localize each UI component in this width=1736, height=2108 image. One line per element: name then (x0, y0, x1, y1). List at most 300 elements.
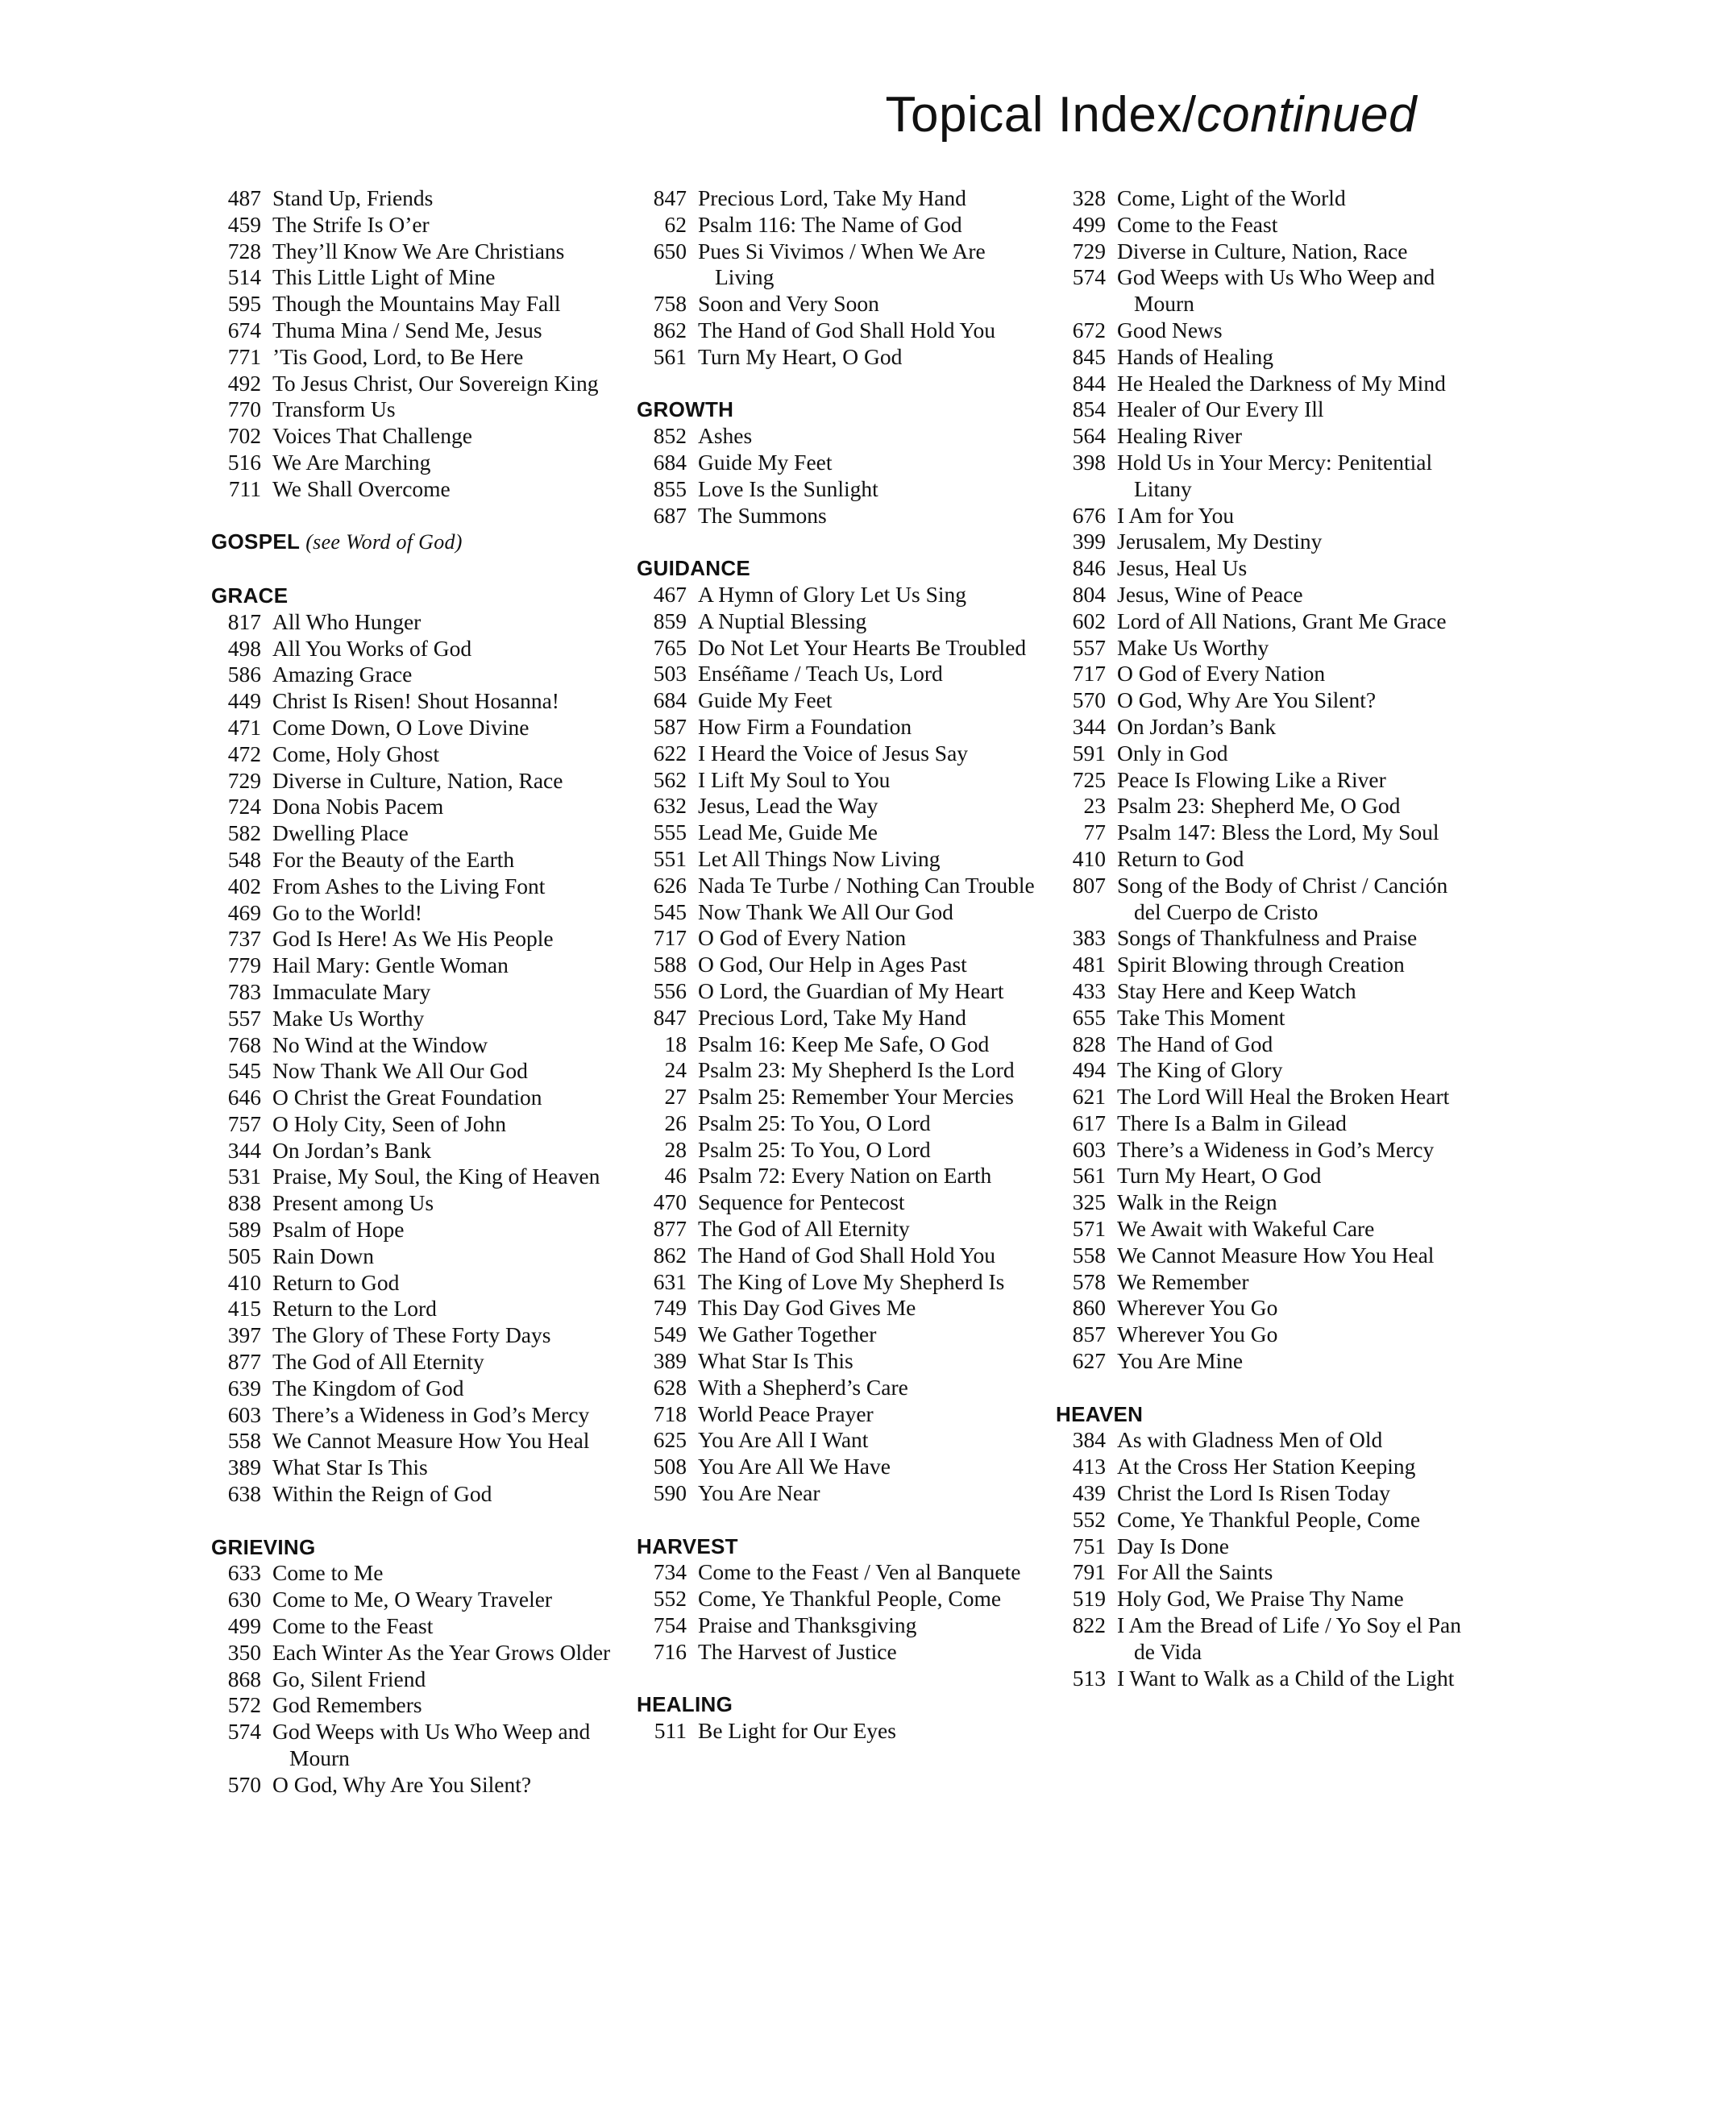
hymn-number: 625 (653, 1427, 687, 1453)
hymn-title: O Christ the Great Foundation (272, 1085, 542, 1110)
index-entry (1056, 371, 1475, 397)
hymn-number: 415 (227, 1296, 261, 1322)
hymn-title: Good News (1117, 317, 1223, 342)
index-entry (211, 396, 614, 423)
hymn-title: The Glory of These Forty Days (272, 1322, 551, 1348)
index-entry (637, 1322, 1040, 1348)
hymn-number: 622 (653, 740, 687, 766)
hymn-number: 828 (1072, 1031, 1106, 1056)
hymn-number: 513 (1072, 1665, 1106, 1691)
index-entry (637, 952, 1040, 978)
index-entry (637, 1005, 1040, 1031)
hymn-number: 545 (653, 898, 687, 924)
index-entry (1056, 212, 1475, 239)
hymn-number: 838 (227, 1190, 261, 1216)
index-entry (211, 873, 614, 900)
hymn-title: Psalm 23: My Shepherd Is the Lord (698, 1057, 1015, 1083)
hymn-number: 561 (1072, 1163, 1106, 1189)
page-title (885, 87, 1417, 143)
hymn-title: O God of Every Nation (1117, 661, 1326, 687)
index-entry (637, 239, 1040, 292)
section-heading-label: GOSPEL (211, 529, 300, 554)
index-entry (211, 264, 614, 291)
hymn-number: 28 (664, 1136, 687, 1162)
index-entry (211, 768, 614, 795)
hymn-title: Come to the Feast (272, 1613, 434, 1639)
index-entry (211, 1640, 614, 1666)
hymn-title: Psalm 116: The Name of God (698, 211, 962, 237)
section-heading (637, 396, 1040, 423)
index-entry (1056, 317, 1475, 344)
hymn-number: 399 (1072, 529, 1106, 554)
index-entry (211, 212, 614, 239)
hymn-title: Lead Me, Guide Me (698, 820, 878, 845)
hymn-title: Precious Lord, Take My Hand (698, 185, 966, 210)
hymn-number: 845 (1072, 343, 1106, 369)
hymn-title: Voices That Challenge (272, 423, 472, 449)
index-entry (1056, 687, 1475, 714)
hymn-title: Enséñame / Teach Us, Lord (698, 661, 943, 687)
hymn-number: 574 (1072, 264, 1106, 290)
hymn-number: 855 (653, 475, 687, 501)
page-title-main: Topical Index/ (885, 87, 1197, 143)
index-entry (1056, 608, 1475, 635)
index-entry (637, 1216, 1040, 1243)
hymn-number: 591 (1072, 740, 1106, 766)
hymn-title: This Little Light of Mine (272, 264, 496, 290)
hymn-number: 397 (227, 1322, 261, 1348)
hymn-number: 344 (227, 1137, 261, 1163)
hymn-title: Return to God (272, 1269, 400, 1295)
hymn-title: Let All Things Now Living (698, 845, 941, 871)
hymn-title: Day Is Done (1117, 1533, 1229, 1558)
index-entry (1056, 239, 1475, 265)
hymn-title: Nada Te Turbe / Nothing Can Trouble (698, 872, 1035, 898)
hymn-number: 26 (664, 1110, 687, 1135)
hymn-title: The Hand of God (1117, 1031, 1273, 1056)
hymn-title: You Are All I Want (698, 1427, 869, 1453)
hymn-title: Guide My Feet (698, 449, 833, 475)
index-entry (211, 1692, 614, 1719)
index-entry (211, 239, 614, 265)
hymn-title: Stand Up, Friends (272, 185, 434, 210)
hymn-title: Stay Here and Keep Watch (1117, 977, 1356, 1003)
index-entry (637, 1269, 1040, 1296)
index-entry (637, 1401, 1040, 1428)
hymn-number: 413 (1072, 1454, 1106, 1479)
hymn-title: O God, Our Help in Ages Past (698, 952, 967, 977)
hymn-title: There’s a Wideness in God’s Mercy (272, 1401, 590, 1427)
hymn-title: Come, Ye Thankful People, Come (1117, 1506, 1421, 1532)
hymn-title: You Are Near (698, 1480, 820, 1506)
index-entry (211, 1243, 614, 1270)
hymn-title: God Weeps with Us Who Weep and Mourn (272, 1719, 591, 1771)
hymn-number: 389 (653, 1348, 687, 1374)
hymn-number: 449 (227, 688, 261, 714)
index-entry (637, 1480, 1040, 1507)
hymn-number: 557 (227, 1005, 261, 1031)
hymn-title: Walk in the Reign (1117, 1189, 1277, 1215)
hymn-number: 492 (227, 370, 261, 396)
index-entry (637, 476, 1040, 503)
hymn-title: All You Works of God (272, 635, 472, 661)
hymn-title: Come to Me (272, 1560, 384, 1586)
hymn-number: 469 (227, 899, 261, 925)
hymn-number: 552 (653, 1586, 687, 1612)
hymn-title: You Are All We Have (698, 1454, 891, 1479)
hymn-number: 846 (1072, 555, 1106, 581)
hymn-title: On Jordan’s Bank (1117, 713, 1277, 739)
index-entry (1056, 1031, 1475, 1058)
hymn-number: 847 (653, 1004, 687, 1030)
hymn-number: 410 (1072, 845, 1106, 871)
index-entry (211, 1058, 614, 1085)
hymn-number: 589 (227, 1217, 261, 1243)
section-heading (211, 583, 614, 609)
hymn-number: 558 (227, 1428, 261, 1454)
hymn-title: Psalm 25: To You, O Lord (698, 1136, 931, 1162)
index-entry (211, 1006, 614, 1032)
hymn-title: Jesus, Wine of Peace (1117, 581, 1303, 607)
hymn-number: 402 (227, 873, 261, 898)
index-entry (211, 1719, 614, 1772)
hymn-number: 328 (1072, 185, 1106, 210)
hymn-title: God Weeps with Us Who Weep and Mourn (1117, 264, 1435, 317)
hymn-title: Praise, My Soul, the King of Heaven (272, 1164, 600, 1189)
hymn-title: Take This Moment (1117, 1004, 1285, 1030)
index-entry (1056, 1666, 1475, 1692)
index-entry (1056, 1189, 1475, 1216)
index-entry (211, 1613, 614, 1640)
index-entry (211, 847, 614, 873)
hymn-title: Christ the Lord Is Risen Today (1117, 1480, 1390, 1506)
hymn-number: 27 (664, 1084, 687, 1110)
hymn-title: Psalm 25: Remember Your Mercies (698, 1084, 1014, 1110)
hymn-title: God Remembers (272, 1692, 422, 1718)
section-heading (637, 555, 1040, 582)
section-cross-reference: (see Word of God) (305, 530, 463, 554)
index-entry (637, 1110, 1040, 1137)
hymn-title: Peace Is Flowing Like a River (1117, 766, 1386, 792)
hymn-number: 630 (227, 1587, 261, 1612)
hymn-number: 487 (227, 185, 261, 210)
section-heading (211, 529, 614, 556)
index-entry (211, 1138, 614, 1164)
hymn-number: 734 (653, 1559, 687, 1585)
index-entry (637, 423, 1040, 450)
hymn-title: The Kingdom of God (272, 1375, 464, 1400)
hymn-title: Praise and Thanksgiving (698, 1612, 917, 1638)
hymn-number: 531 (227, 1164, 261, 1189)
hymn-number: 728 (227, 238, 261, 264)
index-entry (211, 662, 614, 688)
index-entry (1056, 1295, 1475, 1322)
hymn-number: 570 (1072, 687, 1106, 713)
section-heading-label: GROWTH (637, 397, 734, 422)
index-entry (211, 344, 614, 371)
hymn-number: 398 (1072, 449, 1106, 475)
hymn-number: 508 (653, 1454, 687, 1479)
index-entry (211, 1772, 614, 1799)
index-entry (637, 978, 1040, 1005)
index-entry (637, 582, 1040, 608)
hymn-title: Healer of Our Every Ill (1117, 396, 1324, 422)
hymn-number: 684 (653, 449, 687, 475)
hymn-title: Wherever You Go (1117, 1322, 1278, 1347)
index-entry (637, 873, 1040, 899)
hymn-title: The Strife Is O’er (272, 211, 430, 237)
index-entry (1056, 1586, 1475, 1612)
index-entry (211, 1481, 614, 1508)
hymn-title: Come to the Feast / Ven al Banquete (698, 1559, 1021, 1585)
index-entry (1056, 1005, 1475, 1031)
index-entry (211, 291, 614, 317)
index-entry (1056, 1348, 1475, 1375)
hymn-title: He Healed the Darkness of My Mind (1117, 370, 1446, 396)
index-entry (211, 1032, 614, 1059)
hymn-title: Do Not Let Your Hearts Be Troubled (698, 634, 1027, 660)
hymn-number: 822 (1072, 1612, 1106, 1638)
hymn-title: Rain Down (272, 1243, 375, 1268)
hymn-number: 757 (227, 1110, 261, 1136)
hymn-number: 514 (227, 264, 261, 290)
hymn-number: 674 (227, 317, 261, 342)
index-entry (211, 1164, 614, 1190)
hymn-title: The God of All Eternity (698, 1216, 910, 1242)
index-entry (637, 741, 1040, 767)
hymn-title: Present among Us (272, 1190, 434, 1216)
hymn-number: 638 (227, 1481, 261, 1507)
hymn-title: Go, Silent Friend (272, 1666, 426, 1691)
index-entry (211, 1587, 614, 1613)
hymn-number: 639 (227, 1375, 261, 1400)
hymn-number: 350 (227, 1639, 261, 1665)
hymn-title: Within the Reign of God (272, 1481, 492, 1507)
index-entry (637, 1375, 1040, 1401)
hymn-number: 595 (227, 291, 261, 317)
index-entry (1056, 582, 1475, 608)
index-entry (637, 1243, 1040, 1269)
index-entry (211, 979, 614, 1006)
hymn-number: 631 (653, 1268, 687, 1294)
hymn-number: 724 (227, 794, 261, 820)
index-entry (211, 715, 614, 741)
index-entry (1056, 873, 1475, 926)
index-entry (1056, 1243, 1475, 1269)
hymn-title: Diverse in Culture, Nation, Race (1117, 238, 1408, 264)
hymn-number: 817 (227, 608, 261, 634)
index-entry (637, 661, 1040, 687)
index-entry (1056, 741, 1475, 767)
hymn-number: 389 (227, 1454, 261, 1480)
hymn-number: 737 (227, 926, 261, 952)
hymn-number: 555 (653, 820, 687, 845)
index-entry (211, 636, 614, 662)
hymn-number: 519 (1072, 1586, 1106, 1612)
index-entry (637, 1163, 1040, 1189)
index-entry (637, 1454, 1040, 1480)
section-heading-label: GRACE (211, 583, 289, 608)
hymn-number: 676 (1072, 502, 1106, 528)
hymn-title: Now Thank We All Our God (272, 1058, 528, 1084)
hymn-number: 862 (653, 317, 687, 342)
hymn-title: Sequence for Pentecost (698, 1189, 905, 1215)
hymn-number: 868 (227, 1666, 261, 1691)
hymn-title: Jesus, Lead the Way (698, 793, 878, 819)
index-entry (1056, 925, 1475, 952)
hymn-number: 571 (1072, 1216, 1106, 1242)
hymn-number: 481 (1072, 952, 1106, 977)
index-entry (637, 793, 1040, 820)
index-entry (211, 1402, 614, 1429)
hymn-title: Come to Me, O Weary Traveler (272, 1587, 553, 1612)
hymn-title: On Jordan’s Bank (272, 1137, 432, 1163)
hymn-number: 877 (653, 1216, 687, 1242)
section-heading (211, 1534, 614, 1561)
index-entry (637, 1137, 1040, 1164)
hymn-title: ’Tis Good, Lord, to Be Here (272, 343, 524, 369)
index-entry (1056, 503, 1475, 529)
hymn-title: The Hand of God Shall Hold You (698, 317, 995, 342)
index-entry (637, 291, 1040, 317)
hymn-number: 771 (227, 343, 261, 369)
hymn-number: 325 (1072, 1189, 1106, 1215)
index-entry (1056, 423, 1475, 450)
index-entry (211, 1190, 614, 1217)
section-heading-label: HEAVEN (1056, 1401, 1144, 1426)
index-entry (211, 1454, 614, 1481)
hymn-title: World Peace Prayer (698, 1400, 874, 1426)
hymn-title: O Lord, the Guardian of My Heart (698, 977, 1004, 1003)
hymn-title: Be Light for Our Eyes (698, 1718, 896, 1744)
hymn-number: 564 (1072, 423, 1106, 449)
hymn-number: 749 (653, 1295, 687, 1321)
hymn-number: 578 (1072, 1268, 1106, 1294)
hymn-number: 603 (1072, 1136, 1106, 1162)
index-entry (1056, 1322, 1475, 1348)
hymn-title: Song of the Body of Christ / Canción del Cuerpo de Cristo (1117, 872, 1448, 924)
hymn-title: No Wind at the Window (272, 1031, 488, 1057)
hymn-title: What Star Is This (698, 1348, 853, 1374)
hymn-title: Go to the World! (272, 899, 422, 925)
hymn-title: Return to God (1117, 845, 1244, 871)
hymn-title: We Shall Overcome (272, 475, 451, 501)
index-entry (211, 1270, 614, 1297)
index-entry (1056, 1057, 1475, 1084)
hymn-number: 672 (1072, 317, 1106, 342)
index-entry (211, 926, 614, 952)
index-entry (1056, 952, 1475, 978)
hymn-number: 558 (1072, 1242, 1106, 1268)
hymn-title: Thuma Mina / Send Me, Jesus (272, 317, 542, 342)
hymn-number: 628 (653, 1374, 687, 1400)
hymn-title: The Hand of God Shall Hold You (698, 1242, 995, 1268)
index-entry (637, 1189, 1040, 1216)
index-entry (211, 1349, 614, 1376)
hymn-title: We Cannot Measure How You Heal (1117, 1242, 1435, 1268)
hymn-number: 439 (1072, 1480, 1106, 1506)
hymn-title: Holy God, We Praise Thy Name (1117, 1586, 1404, 1612)
index-entry (1056, 450, 1475, 503)
hymn-title: Make Us Worthy (1117, 634, 1269, 660)
index-column-1 (211, 185, 614, 1799)
index-entry (1056, 1137, 1475, 1164)
hymn-title: A Hymn of Glory Let Us Sing (698, 581, 967, 607)
index-entry (637, 450, 1040, 476)
hymn-title: Only in God (1117, 740, 1228, 766)
hymn-number: 516 (227, 449, 261, 475)
hymn-title: We Gather Together (698, 1322, 877, 1347)
hymn-title: Immaculate Mary (272, 978, 431, 1004)
hymn-title: Each Winter As the Year Grows Older (272, 1639, 611, 1665)
index-entry (1056, 1427, 1475, 1454)
index-entry (637, 1559, 1040, 1586)
hymn-title: This Day God Gives Me (698, 1295, 916, 1321)
index-entry (637, 899, 1040, 926)
hymn-number: 847 (653, 185, 687, 210)
index-entry (211, 1322, 614, 1349)
hymn-number: 857 (1072, 1322, 1106, 1347)
hymn-title: All Who Hunger (272, 608, 422, 634)
hymn-title: The God of All Eternity (272, 1349, 484, 1375)
hymn-title: Ashes (698, 423, 753, 449)
index-entry (637, 635, 1040, 662)
hymn-number: 384 (1072, 1427, 1106, 1453)
hymn-number: 588 (653, 952, 687, 977)
hymn-number: 655 (1072, 1004, 1106, 1030)
hymn-title: Return to the Lord (272, 1296, 437, 1322)
hymn-number: 410 (227, 1269, 261, 1295)
hymn-title: We Await with Wakeful Care (1117, 1216, 1375, 1242)
index-entry (637, 503, 1040, 529)
hymn-title: The Lord Will Heal the Broken Heart (1117, 1084, 1450, 1110)
index-entry (1056, 396, 1475, 423)
hymn-number: 602 (1072, 608, 1106, 633)
hymn-number: 716 (653, 1638, 687, 1664)
hymn-number: 24 (664, 1057, 687, 1083)
hymn-title: Dona Nobis Pacem (272, 794, 444, 820)
index-entry (1056, 1216, 1475, 1243)
hymn-title: Now Thank We All Our God (698, 898, 953, 924)
index-entry (211, 371, 614, 397)
hymn-number: 687 (653, 502, 687, 528)
index-entry (637, 1295, 1040, 1322)
section-heading-label: HARVEST (637, 1533, 738, 1558)
hymn-number: 561 (653, 343, 687, 369)
hymn-number: 758 (653, 291, 687, 317)
hymn-title: Turn My Heart, O God (1117, 1163, 1322, 1189)
hymn-title: Wherever You Go (1117, 1295, 1278, 1321)
index-entry (1056, 767, 1475, 794)
hymn-title: Psalm 72: Every Nation on Earth (698, 1163, 992, 1189)
hymn-number: 498 (227, 635, 261, 661)
index-entry (1056, 1480, 1475, 1507)
section-heading (1056, 1401, 1475, 1428)
hymn-number: 570 (227, 1771, 261, 1797)
hymn-number: 62 (664, 211, 687, 237)
hymn-number: 574 (227, 1719, 261, 1745)
index-entry (1056, 1612, 1475, 1666)
hymn-number: 807 (1072, 872, 1106, 898)
index-entry (637, 1612, 1040, 1639)
page-title-continued: continued (1196, 87, 1417, 143)
index-entry (637, 1427, 1040, 1454)
hymn-title: Lord of All Nations, Grant Me Grace (1117, 608, 1447, 633)
index-entry (637, 344, 1040, 371)
hymn-number: 711 (228, 475, 261, 501)
hymn-number: 433 (1072, 977, 1106, 1003)
hymn-title: O God of Every Nation (698, 925, 907, 951)
